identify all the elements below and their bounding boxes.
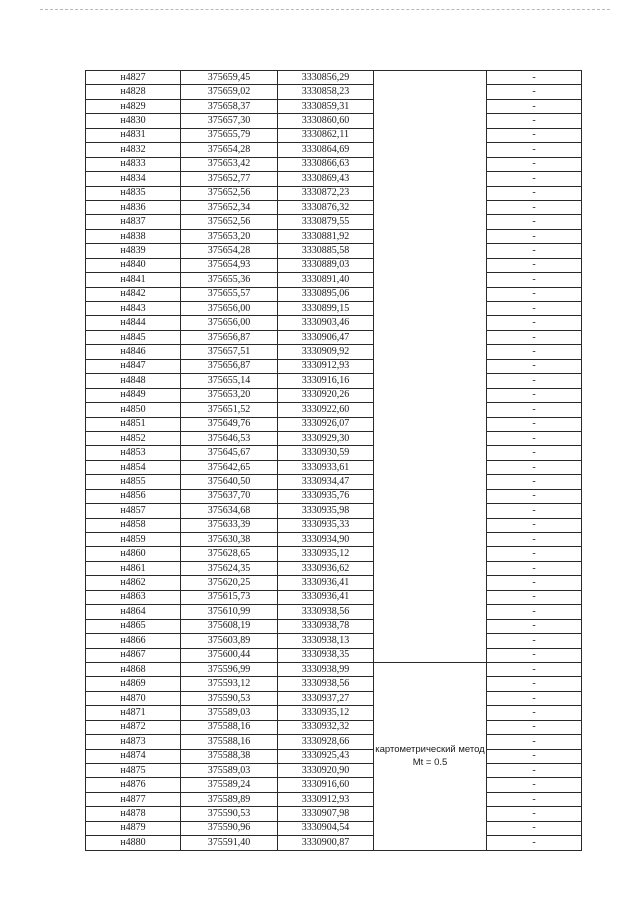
point-name-cell: н4844 — [86, 316, 181, 330]
accuracy-cell: - — [487, 691, 582, 705]
x-coordinate-cell: 375589,03 — [181, 764, 278, 778]
table-row — [86, 749, 582, 763]
point-name-cell: н4863 — [86, 590, 181, 604]
table-row — [86, 590, 582, 604]
point-name-cell: н4860 — [86, 547, 181, 561]
x-coordinate-cell: 375656,00 — [181, 316, 278, 330]
table-row — [86, 200, 582, 214]
table-row — [86, 273, 582, 287]
x-coordinate-cell: 375590,53 — [181, 691, 278, 705]
accuracy-cell: - — [487, 229, 582, 243]
table-row — [86, 215, 582, 229]
accuracy-cell: - — [487, 128, 582, 142]
y-coordinate-cell: 3330912,93 — [278, 792, 374, 806]
x-coordinate-cell: 375657,51 — [181, 345, 278, 359]
table-row — [86, 345, 582, 359]
accuracy-cell: - — [487, 504, 582, 518]
y-coordinate-cell: 3330904,54 — [278, 821, 374, 835]
y-coordinate-cell: 3330858,23 — [278, 85, 374, 99]
point-name-cell: н4849 — [86, 388, 181, 402]
y-coordinate-cell: 3330891,40 — [278, 273, 374, 287]
table-row — [86, 374, 582, 388]
x-coordinate-cell: 375652,56 — [181, 215, 278, 229]
table-row — [86, 157, 582, 171]
y-coordinate-cell: 3330866,63 — [278, 157, 374, 171]
accuracy-cell: - — [487, 821, 582, 835]
method-cell: картометрический метод Mt = 0.5 — [374, 662, 487, 850]
table-row — [86, 99, 582, 113]
y-coordinate-cell: 3330872,23 — [278, 186, 374, 200]
y-coordinate-cell: 3330903,46 — [278, 316, 374, 330]
point-name-cell: н4875 — [86, 764, 181, 778]
point-name-cell: н4836 — [86, 200, 181, 214]
y-coordinate-cell: 3330920,26 — [278, 388, 374, 402]
table-row — [86, 691, 582, 705]
table-row — [86, 287, 582, 301]
y-coordinate-cell: 3330929,30 — [278, 431, 374, 445]
y-coordinate-cell: 3330881,92 — [278, 229, 374, 243]
x-coordinate-cell: 375656,87 — [181, 330, 278, 344]
point-name-cell: н4864 — [86, 605, 181, 619]
table-row — [86, 229, 582, 243]
y-coordinate-cell: 3330934,47 — [278, 475, 374, 489]
y-coordinate-cell: 3330859,31 — [278, 99, 374, 113]
x-coordinate-cell: 375654,93 — [181, 258, 278, 272]
accuracy-cell: - — [487, 576, 582, 590]
x-coordinate-cell: 375652,77 — [181, 172, 278, 186]
x-coordinate-cell: 375646,53 — [181, 431, 278, 445]
x-coordinate-cell: 375637,70 — [181, 489, 278, 503]
x-coordinate-cell: 375653,20 — [181, 229, 278, 243]
point-name-cell: н4828 — [86, 85, 181, 99]
x-coordinate-cell: 375651,52 — [181, 403, 278, 417]
table-row — [86, 460, 582, 474]
accuracy-cell: - — [487, 258, 582, 272]
accuracy-cell: - — [487, 561, 582, 575]
accuracy-cell: - — [487, 186, 582, 200]
accuracy-cell: - — [487, 518, 582, 532]
coordinates-table-body — [86, 71, 582, 851]
y-coordinate-cell: 3330922,60 — [278, 403, 374, 417]
point-name-cell: н4831 — [86, 128, 181, 142]
y-coordinate-cell: 3330926,07 — [278, 417, 374, 431]
table-row — [86, 518, 582, 532]
x-coordinate-cell: 375649,76 — [181, 417, 278, 431]
y-coordinate-cell: 3330938,35 — [278, 648, 374, 662]
point-name-cell: н4865 — [86, 619, 181, 633]
point-name-cell: н4827 — [86, 71, 181, 85]
y-coordinate-cell: 3330935,12 — [278, 706, 374, 720]
point-name-cell: н4854 — [86, 460, 181, 474]
point-name-cell: н4833 — [86, 157, 181, 171]
accuracy-cell: - — [487, 648, 582, 662]
point-name-cell: н4832 — [86, 143, 181, 157]
accuracy-cell: - — [487, 533, 582, 547]
x-coordinate-cell: 375590,96 — [181, 821, 278, 835]
point-name-cell: н4852 — [86, 431, 181, 445]
accuracy-cell: - — [487, 720, 582, 734]
table-row — [86, 735, 582, 749]
x-coordinate-cell: 375655,14 — [181, 374, 278, 388]
y-coordinate-cell: 3330935,76 — [278, 489, 374, 503]
table-row — [86, 403, 582, 417]
accuracy-cell: - — [487, 547, 582, 561]
point-name-cell: н4834 — [86, 172, 181, 186]
point-name-cell: н4859 — [86, 533, 181, 547]
point-name-cell: н4867 — [86, 648, 181, 662]
y-coordinate-cell: 3330860,60 — [278, 114, 374, 128]
accuracy-cell: - — [487, 71, 582, 85]
table-row — [86, 706, 582, 720]
y-coordinate-cell: 3330938,56 — [278, 605, 374, 619]
point-name-cell: н4873 — [86, 735, 181, 749]
point-name-cell: н4840 — [86, 258, 181, 272]
accuracy-cell: - — [487, 662, 582, 676]
x-coordinate-cell: 375655,57 — [181, 287, 278, 301]
x-coordinate-cell: 375658,37 — [181, 99, 278, 113]
table-row — [86, 504, 582, 518]
y-coordinate-cell: 3330900,87 — [278, 836, 374, 850]
x-coordinate-cell: 375652,34 — [181, 200, 278, 214]
x-coordinate-cell: 375600,44 — [181, 648, 278, 662]
accuracy-cell: - — [487, 735, 582, 749]
y-coordinate-cell: 3330935,98 — [278, 504, 374, 518]
table-row — [86, 605, 582, 619]
table-row — [86, 475, 582, 489]
x-coordinate-cell: 375589,03 — [181, 706, 278, 720]
table-row — [86, 71, 582, 85]
table-row — [86, 446, 582, 460]
scan-artifact-line — [40, 9, 610, 10]
table-row — [86, 489, 582, 503]
x-coordinate-cell: 375589,24 — [181, 778, 278, 792]
accuracy-cell: - — [487, 634, 582, 648]
accuracy-cell: - — [487, 807, 582, 821]
accuracy-cell: - — [487, 85, 582, 99]
x-coordinate-cell: 375633,39 — [181, 518, 278, 532]
table-row — [86, 778, 582, 792]
table-row — [86, 417, 582, 431]
table-row — [86, 677, 582, 691]
point-name-cell: н4871 — [86, 706, 181, 720]
point-name-cell: н4837 — [86, 215, 181, 229]
point-name-cell: н4857 — [86, 504, 181, 518]
x-coordinate-cell: 375653,20 — [181, 388, 278, 402]
accuracy-cell: - — [487, 302, 582, 316]
point-name-cell: н4829 — [86, 99, 181, 113]
y-coordinate-cell: 3330862,11 — [278, 128, 374, 142]
table-row — [86, 619, 582, 633]
table-row — [86, 186, 582, 200]
x-coordinate-cell: 375591,40 — [181, 836, 278, 850]
point-name-cell: н4842 — [86, 287, 181, 301]
x-coordinate-cell: 375620,25 — [181, 576, 278, 590]
y-coordinate-cell: 3330936,62 — [278, 561, 374, 575]
y-coordinate-cell: 3330856,29 — [278, 71, 374, 85]
x-coordinate-cell: 375588,16 — [181, 735, 278, 749]
y-coordinate-cell: 3330885,58 — [278, 244, 374, 258]
accuracy-cell: - — [487, 114, 582, 128]
table-row — [86, 359, 582, 373]
point-name-cell: н4868 — [86, 662, 181, 676]
x-coordinate-cell: 375645,67 — [181, 446, 278, 460]
table-row — [86, 720, 582, 734]
table-row — [86, 547, 582, 561]
point-name-cell: н4845 — [86, 330, 181, 344]
table-row — [86, 114, 582, 128]
x-coordinate-cell: 375652,56 — [181, 186, 278, 200]
table-row — [86, 172, 582, 186]
table-row — [86, 561, 582, 575]
point-name-cell: н4830 — [86, 114, 181, 128]
table-row — [86, 388, 582, 402]
y-coordinate-cell: 3330934,90 — [278, 533, 374, 547]
x-coordinate-cell: 375610,99 — [181, 605, 278, 619]
point-name-cell: н4861 — [86, 561, 181, 575]
x-coordinate-cell: 375634,68 — [181, 504, 278, 518]
accuracy-cell: - — [487, 287, 582, 301]
y-coordinate-cell: 3330936,41 — [278, 576, 374, 590]
accuracy-cell: - — [487, 460, 582, 474]
point-name-cell: н4848 — [86, 374, 181, 388]
y-coordinate-cell: 3330938,56 — [278, 677, 374, 691]
x-coordinate-cell: 375659,02 — [181, 85, 278, 99]
accuracy-cell: - — [487, 172, 582, 186]
x-coordinate-cell: 375654,28 — [181, 143, 278, 157]
x-coordinate-cell: 375653,42 — [181, 157, 278, 171]
x-coordinate-cell: 375630,38 — [181, 533, 278, 547]
accuracy-cell: - — [487, 778, 582, 792]
table-row — [86, 143, 582, 157]
point-name-cell: н4835 — [86, 186, 181, 200]
y-coordinate-cell: 3330938,78 — [278, 619, 374, 633]
point-name-cell: н4862 — [86, 576, 181, 590]
x-coordinate-cell: 375628,65 — [181, 547, 278, 561]
accuracy-cell: - — [487, 143, 582, 157]
point-name-cell: н4850 — [86, 403, 181, 417]
accuracy-cell: - — [487, 792, 582, 806]
x-coordinate-cell: 375608,19 — [181, 619, 278, 633]
point-name-cell: н4877 — [86, 792, 181, 806]
table-row — [86, 807, 582, 821]
y-coordinate-cell: 3330906,47 — [278, 330, 374, 344]
point-name-cell: н4874 — [86, 749, 181, 763]
point-name-cell: н4856 — [86, 489, 181, 503]
y-coordinate-cell: 3330876,32 — [278, 200, 374, 214]
x-coordinate-cell: 375590,53 — [181, 807, 278, 821]
accuracy-cell: - — [487, 590, 582, 604]
point-name-cell: н4847 — [86, 359, 181, 373]
x-coordinate-cell: 375615,73 — [181, 590, 278, 604]
accuracy-cell: - — [487, 489, 582, 503]
accuracy-cell: - — [487, 403, 582, 417]
accuracy-cell: - — [487, 359, 582, 373]
y-coordinate-cell: 3330909,92 — [278, 345, 374, 359]
x-coordinate-cell: 375659,45 — [181, 71, 278, 85]
x-coordinate-cell: 375654,28 — [181, 244, 278, 258]
x-coordinate-cell: 375588,16 — [181, 720, 278, 734]
accuracy-cell: - — [487, 99, 582, 113]
x-coordinate-cell: 375642,65 — [181, 460, 278, 474]
point-name-cell: н4876 — [86, 778, 181, 792]
y-coordinate-cell: 3330933,61 — [278, 460, 374, 474]
point-name-cell: н4838 — [86, 229, 181, 243]
table-row — [86, 648, 582, 662]
y-coordinate-cell: 3330907,98 — [278, 807, 374, 821]
accuracy-cell: - — [487, 706, 582, 720]
y-coordinate-cell: 3330916,60 — [278, 778, 374, 792]
accuracy-cell: - — [487, 764, 582, 778]
table-row — [86, 330, 582, 344]
y-coordinate-cell: 3330916,16 — [278, 374, 374, 388]
accuracy-cell: - — [487, 388, 582, 402]
point-name-cell: н4870 — [86, 691, 181, 705]
x-coordinate-cell: 375588,38 — [181, 749, 278, 763]
accuracy-cell: - — [487, 446, 582, 460]
accuracy-cell: - — [487, 244, 582, 258]
accuracy-cell: - — [487, 677, 582, 691]
accuracy-cell: - — [487, 836, 582, 850]
y-coordinate-cell: 3330932,32 — [278, 720, 374, 734]
point-name-cell: н4858 — [86, 518, 181, 532]
accuracy-cell: - — [487, 431, 582, 445]
point-name-cell: н4843 — [86, 302, 181, 316]
table-row — [86, 662, 582, 676]
accuracy-cell: - — [487, 157, 582, 171]
y-coordinate-cell: 3330895,06 — [278, 287, 374, 301]
y-coordinate-cell: 3330930,59 — [278, 446, 374, 460]
table-row — [86, 85, 582, 99]
point-name-cell: н4855 — [86, 475, 181, 489]
table-row — [86, 244, 582, 258]
accuracy-cell: - — [487, 215, 582, 229]
table-row — [86, 576, 582, 590]
y-coordinate-cell: 3330928,66 — [278, 735, 374, 749]
point-name-cell: н4879 — [86, 821, 181, 835]
point-name-cell: н4880 — [86, 836, 181, 850]
table-row — [86, 258, 582, 272]
point-name-cell: н4841 — [86, 273, 181, 287]
table-row — [86, 316, 582, 330]
y-coordinate-cell: 3330920,90 — [278, 764, 374, 778]
y-coordinate-cell: 3330879,55 — [278, 215, 374, 229]
y-coordinate-cell: 3330935,33 — [278, 518, 374, 532]
accuracy-cell: - — [487, 316, 582, 330]
x-coordinate-cell: 375596,99 — [181, 662, 278, 676]
point-name-cell: н4869 — [86, 677, 181, 691]
point-name-cell: н4846 — [86, 345, 181, 359]
x-coordinate-cell: 375656,00 — [181, 302, 278, 316]
table-row — [86, 634, 582, 648]
accuracy-cell: - — [487, 417, 582, 431]
table-row — [86, 764, 582, 778]
x-coordinate-cell: 375656,87 — [181, 359, 278, 373]
point-name-cell: н4853 — [86, 446, 181, 460]
point-name-cell: н4839 — [86, 244, 181, 258]
point-name-cell: н4851 — [86, 417, 181, 431]
accuracy-cell: - — [487, 374, 582, 388]
y-coordinate-cell: 3330935,12 — [278, 547, 374, 561]
table-row — [86, 128, 582, 142]
table-row — [86, 431, 582, 445]
accuracy-cell: - — [487, 345, 582, 359]
y-coordinate-cell: 3330938,99 — [278, 662, 374, 676]
x-coordinate-cell: 375655,36 — [181, 273, 278, 287]
x-coordinate-cell: 375603,89 — [181, 634, 278, 648]
y-coordinate-cell: 3330869,43 — [278, 172, 374, 186]
accuracy-cell: - — [487, 619, 582, 633]
y-coordinate-cell: 3330899,15 — [278, 302, 374, 316]
point-name-cell: н4878 — [86, 807, 181, 821]
table-row — [86, 533, 582, 547]
coordinates-table — [85, 70, 582, 851]
table-row — [86, 302, 582, 316]
x-coordinate-cell: 375640,50 — [181, 475, 278, 489]
y-coordinate-cell: 3330864,69 — [278, 143, 374, 157]
point-name-cell: н4866 — [86, 634, 181, 648]
accuracy-cell: - — [487, 605, 582, 619]
y-coordinate-cell: 3330889,03 — [278, 258, 374, 272]
y-coordinate-cell: 3330912,93 — [278, 359, 374, 373]
table-row — [86, 792, 582, 806]
x-coordinate-cell: 375655,79 — [181, 128, 278, 142]
x-coordinate-cell: 375593,12 — [181, 677, 278, 691]
accuracy-cell: - — [487, 475, 582, 489]
table-row — [86, 821, 582, 835]
accuracy-cell: - — [487, 330, 582, 344]
accuracy-cell: - — [487, 273, 582, 287]
accuracy-cell: - — [487, 749, 582, 763]
x-coordinate-cell: 375624,35 — [181, 561, 278, 575]
accuracy-cell: - — [487, 200, 582, 214]
y-coordinate-cell: 3330938,13 — [278, 634, 374, 648]
table-row — [86, 836, 582, 850]
y-coordinate-cell: 3330925,43 — [278, 749, 374, 763]
x-coordinate-cell: 375589,89 — [181, 792, 278, 806]
point-name-cell: н4872 — [86, 720, 181, 734]
method-cell — [374, 71, 487, 663]
y-coordinate-cell: 3330936,41 — [278, 590, 374, 604]
y-coordinate-cell: 3330937,27 — [278, 691, 374, 705]
x-coordinate-cell: 375657,30 — [181, 114, 278, 128]
